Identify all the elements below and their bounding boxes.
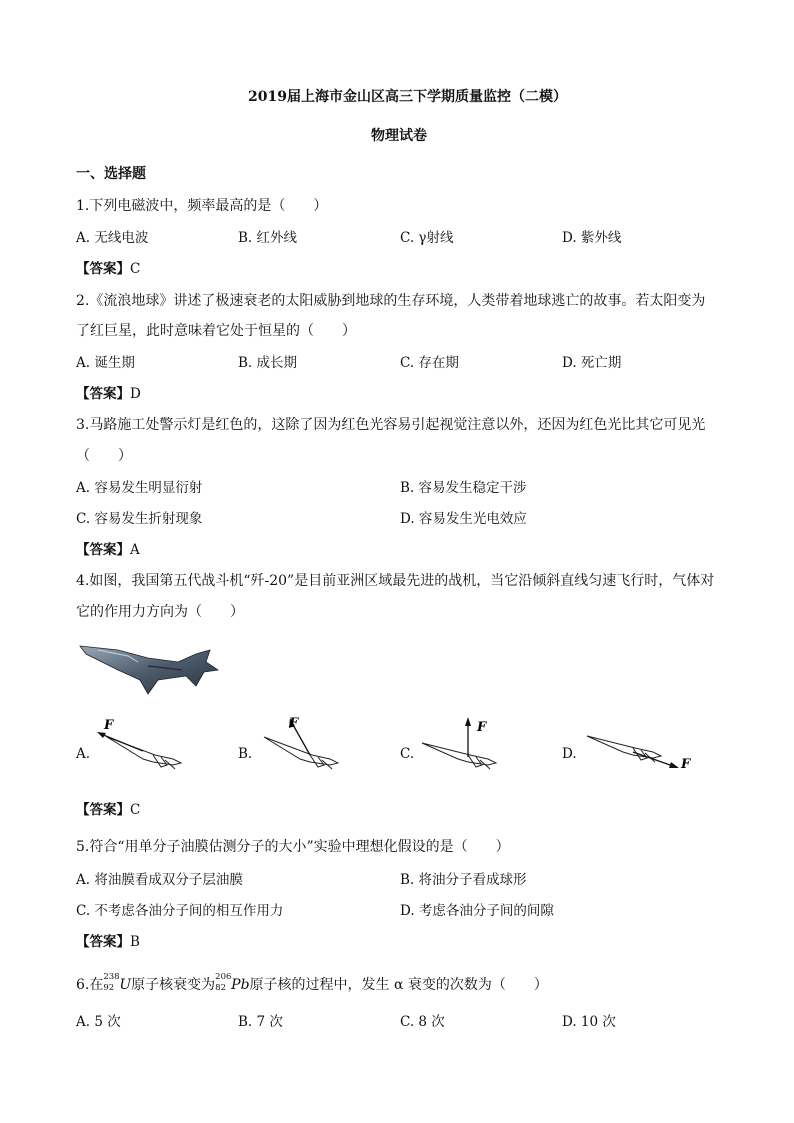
option-d-diagram [585, 720, 695, 785]
force-arrow [101, 734, 143, 751]
isotope-lead [215, 972, 232, 994]
arrowhead-icon [465, 717, 471, 726]
question-2-answer [76, 385, 141, 403]
mass-number: 238 [103, 972, 120, 982]
atomic-number: 92 [103, 983, 115, 993]
question-5-answer [76, 933, 140, 951]
question-1-option-a: A. 无线电波 [76, 230, 149, 246]
question-3-stem-line1: 3.马路施工处警示灯是红色的，这除了因为红色光容易引起视觉注意以外，还因为红色光比其它可见光 [76, 417, 706, 433]
question-2-option-a: A. 诞生期 [76, 355, 135, 371]
answer-value: C [130, 261, 141, 277]
stem-prefix: 6.在 [76, 977, 104, 993]
option-b-diagram [262, 715, 357, 780]
answer-label: 【答案】 [76, 802, 130, 818]
section-heading: 一、选择题 [76, 166, 146, 182]
question-1-stem: 1.下列电磁波中，频率最高的是（ ） [76, 198, 328, 214]
question-5-option-d: D. 考虑各油分子间的间隙 [400, 903, 554, 919]
question-5-option-b: B. 将油分子看成球形 [400, 872, 527, 888]
stem-mid: 原子核衰变为 [131, 977, 216, 993]
question-1-answer [76, 260, 140, 278]
question-2-option-b: B. 成长期 [238, 355, 298, 371]
jet-outline [264, 737, 338, 769]
question-1-option-c: C. γ射线 [400, 230, 454, 246]
question-4-option-c-letter: C. [400, 746, 415, 762]
document-title: 2019届上海市金山区高三下学期质量监控（二模） [248, 89, 567, 105]
fighter-jet-image [78, 636, 220, 696]
answer-label: 【答案】 [76, 386, 130, 402]
force-label: F [477, 720, 487, 735]
question-3-option-c: C. 容易发生折射现象 [76, 511, 203, 527]
answer-label: 【答案】 [76, 542, 130, 558]
question-3-answer [76, 541, 140, 559]
answer-label: 【答案】 [76, 261, 130, 277]
force-label: F [104, 718, 114, 733]
question-5-option-a: A. 将油膜看成双分子层油膜 [76, 872, 243, 888]
question-4-answer [76, 801, 140, 819]
option-a-diagram [95, 715, 190, 780]
document-subtitle: 物理试卷 [371, 128, 427, 144]
question-2-option-c: C. 存在期 [400, 355, 459, 371]
question-6-option-a: A. 5 次 [76, 1014, 121, 1030]
question-6-stem [76, 972, 548, 994]
question-6-option-b: B. 7 次 [238, 1014, 283, 1030]
arrowhead-icon [669, 762, 679, 768]
question-6-option-c: C. 8 次 [400, 1014, 445, 1030]
jet-outline [107, 737, 181, 769]
force-label: F [289, 716, 299, 731]
element-symbol: Pb [231, 977, 250, 993]
answer-value: C [130, 802, 141, 818]
question-5-stem: 5.符合“用单分子油膜估测分子的大小”实验中理想化假设的是（ ） [76, 839, 510, 855]
force-label: F [681, 757, 691, 772]
question-2-stem-line2: 了红巨星，此时意味着它处于恒星的（ ） [76, 323, 356, 339]
question-4-option-a-letter: A. [76, 746, 91, 762]
question-4-stem-line2: 它的作用力方向为（ ） [76, 604, 244, 620]
answer-value: D [130, 386, 141, 402]
option-c-diagram [420, 715, 515, 780]
question-1-option-d: D. 紫外线 [562, 230, 622, 246]
isotope-uranium [103, 972, 120, 994]
question-2-option-d: D. 死亡期 [562, 355, 622, 371]
atomic-number: 82 [215, 983, 226, 993]
answer-value: A [130, 542, 140, 558]
question-4-stem-line1: 4.如图，我国第五代战斗机“歼-20”是目前亚洲区域最先进的战机，当它沿倾斜直线匀速飞行时，气体对 [76, 573, 715, 589]
force-arrow [633, 752, 673, 766]
question-6-option-d: D. 10 次 [562, 1014, 616, 1030]
question-2-stem-line1: 2.《流浪地球》讲述了极速衰老的太阳威胁到地球的生存环境，人类带着地球逃亡的故事。若太阳变为 [76, 293, 706, 309]
question-4-option-d-letter: D. [562, 746, 577, 762]
mass-number: 206 [215, 972, 232, 982]
question-3-option-a: A. 容易发生明显衍射 [76, 480, 203, 496]
stem-suffix: 原子核的过程中，发生 α 衰变的次数为（ ） [249, 977, 548, 993]
question-3-stem-line2: （ ） [76, 448, 132, 464]
question-4-option-b-letter: B. [238, 746, 253, 762]
answer-value: B [130, 934, 140, 950]
element-symbol: U [119, 977, 132, 993]
question-3-option-d: D. 容易发生光电效应 [400, 511, 527, 527]
question-3-option-b: B. 容易发生稳定干涉 [400, 480, 527, 496]
jet-outline [422, 743, 496, 769]
question-1-option-b: B. 红外线 [238, 230, 298, 246]
answer-label: 【答案】 [76, 934, 130, 950]
question-5-option-c: C. 不考虑各油分子间的相互作用力 [76, 903, 284, 919]
